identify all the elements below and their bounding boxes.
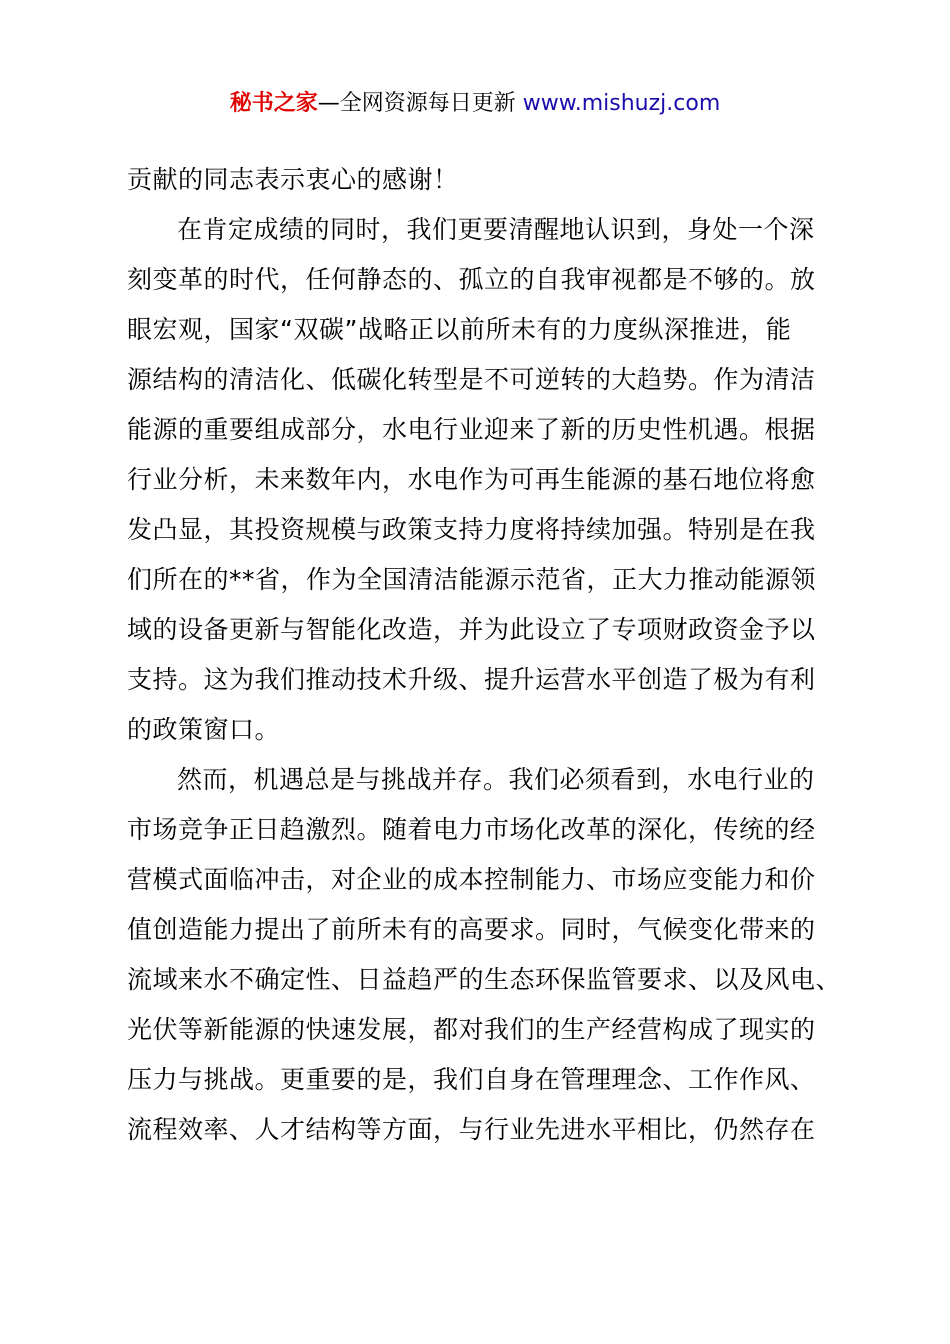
text-line: 的政策窗口。	[127, 715, 281, 744]
text-line: 发凸显，其投资规模与政策支持力度将持续加强。特别是在我	[127, 515, 816, 544]
site-header	[0, 86, 950, 122]
paragraph-start-line: 然而，机遇总是与挑战并存。我们必须看到，水电行业的	[177, 765, 815, 794]
text-line: 域的设备更新与智能化改造，并为此设立了专项财政资金予以	[127, 615, 816, 644]
brand-name: 秘书之家	[229, 91, 318, 116]
text-line: 光伏等新能源的快速发展，都对我们的生产经营构成了现实的	[127, 1015, 816, 1044]
text-line: 流域来水不确定性、日益趋严的生态环保监管要求、以及风电、	[127, 965, 842, 994]
text-line: 值创造能力提出了前所未有的高要求。同时，气候变化带来的	[127, 915, 816, 944]
text-line: 市场竞争正日趋激烈。随着电力市场化改革的深化，传统的经	[127, 815, 816, 844]
text-line: 流程效率、人才结构等方面，与行业先进水平相比，仍然存在	[127, 1115, 816, 1144]
text-line: 眼宏观，国家“双碳”战略正以前所未有的力度纵深推进，能	[127, 315, 792, 344]
text-line: 支持。这为我们推动技术升级、提升运营水平创造了极为有利	[127, 665, 816, 694]
paragraph-start-line: 在肯定成绩的同时，我们更要清醒地认识到，身处一个深	[177, 215, 815, 244]
text-line: 压力与挑战。更重要的是，我们自身在管理理念、工作作风、	[127, 1065, 816, 1094]
document-body	[127, 155, 847, 1155]
text-line: 行业分析，未来数年内，水电作为可再生能源的基石地位将愈	[127, 465, 816, 494]
text-line: 们所在的**省，作为全国清洁能源示范省，正大力推动能源领	[127, 565, 817, 594]
text-line: 能源的重要组成部分，水电行业迎来了新的历史性机遇。根据	[127, 415, 816, 444]
header-slogan: —全网资源每日更新	[317, 91, 523, 116]
text-line: 贡献的同志表示衷心的感谢！	[127, 165, 459, 194]
text-line: 源结构的清洁化、低碳化转型是不可逆转的大趋势。作为清洁	[127, 365, 816, 394]
site-url-link[interactable]: www.mishuzj.com	[522, 91, 721, 116]
text-line: 刻变革的时代，任何静态的、孤立的自我审视都是不够的。放	[127, 265, 816, 294]
text-line: 营模式面临冲击，对企业的成本控制能力、市场应变能力和价	[127, 865, 816, 894]
